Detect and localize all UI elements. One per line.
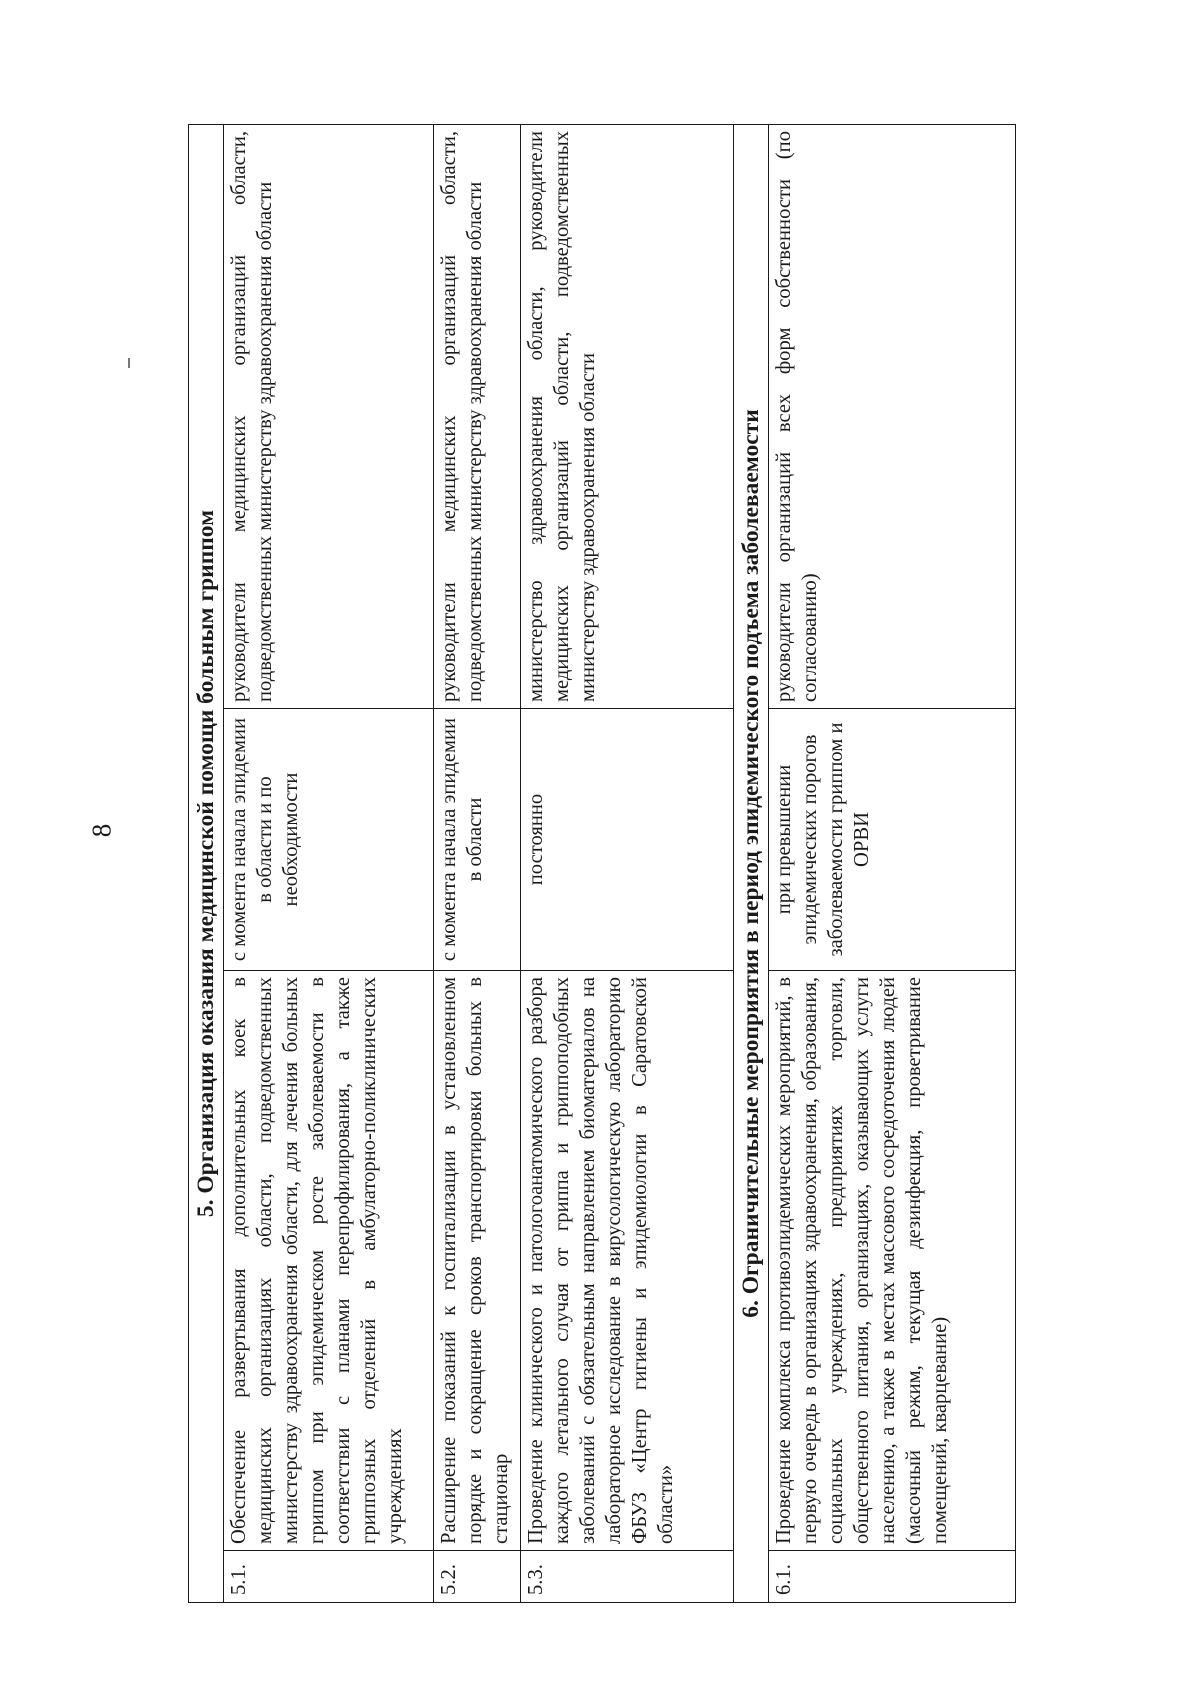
section-header-row <box>734 125 769 1603</box>
table-row <box>521 125 734 1603</box>
row-action: Обеспечение развертывания дополнительных коек в медицинских организациях области, подведомственных министерству здравоохранения области, для лечения больных гриппом при эпидемическом росте заболеваемости в соответствии с планами перепрофилирования, а также гриппозных отделений в амбулаторно-поликлинических учреждениях <box>224 971 434 1551</box>
rotated-table-wrapper <box>188 125 1016 1603</box>
row-number: 6.1. <box>769 1551 1016 1603</box>
row-number: 5.3. <box>521 1551 734 1603</box>
section-title: 6. Ограничительные мероприятия в период эпидемического подъема заболеваемости <box>734 125 769 1603</box>
table-row <box>224 125 434 1603</box>
row-responsible: министерство здравоохранения области, руководители медицинских организаций области, подведомственных министерству здравоохранения области <box>521 125 734 709</box>
row-responsible: руководители медицинских организаций области, подведомственных министерству здравоохранения области <box>434 125 521 709</box>
row-action: Расширение показаний к госпитализации в установленном порядке и сокращение сроков транспортировки больных в стационар <box>434 971 521 1551</box>
row-responsible: руководители медицинских организаций области, подведомственных министерству здравоохранения области <box>224 125 434 709</box>
section-header-row <box>189 125 224 1603</box>
row-number: 5.1. <box>224 1551 434 1603</box>
measures-table <box>188 124 1016 1603</box>
page-mark <box>128 358 130 368</box>
row-responsible: руководители организаций всех форм собственности (по согласованию) <box>769 125 1016 709</box>
table-row <box>434 125 521 1603</box>
row-number: 5.2. <box>434 1551 521 1603</box>
row-term: с момента начала эпидемии в области <box>434 709 521 971</box>
row-term: с момента начала эпидемии в области и по необходимости <box>224 709 434 971</box>
row-action: Проведение клинического и патологоанатомического разбора каждого летального случая от гриппа и гриппоподобных заболеваний с обязательным направлением биоматериалов на лабораторное исследование в вирусологическую лабораторию ФБУЗ «Центр гигиены и эпидемиологии в Саратовской области» <box>521 971 734 1551</box>
section-title: 5. Организация оказания медицинской помощи больным гриппом <box>189 125 224 1603</box>
page-number: 8 <box>86 823 117 838</box>
row-action: Проведение комплекса противоэпидемических мероприятий, в первую очередь в организациях здравоохранения, образования, социальных учреждениях, предприятиях торговли, общественного питания, организациях, оказывающих услуги населению, а также в местах массового сосредоточения людей (масочный режим, текущая дезинфекция, проветривание помещений, кварцевание) <box>769 971 1016 1551</box>
row-term: при превышении эпидемических порогов заболеваемости гриппом и ОРВИ <box>769 709 1016 971</box>
row-term: постоянно <box>521 709 734 971</box>
table-row <box>769 125 1016 1603</box>
